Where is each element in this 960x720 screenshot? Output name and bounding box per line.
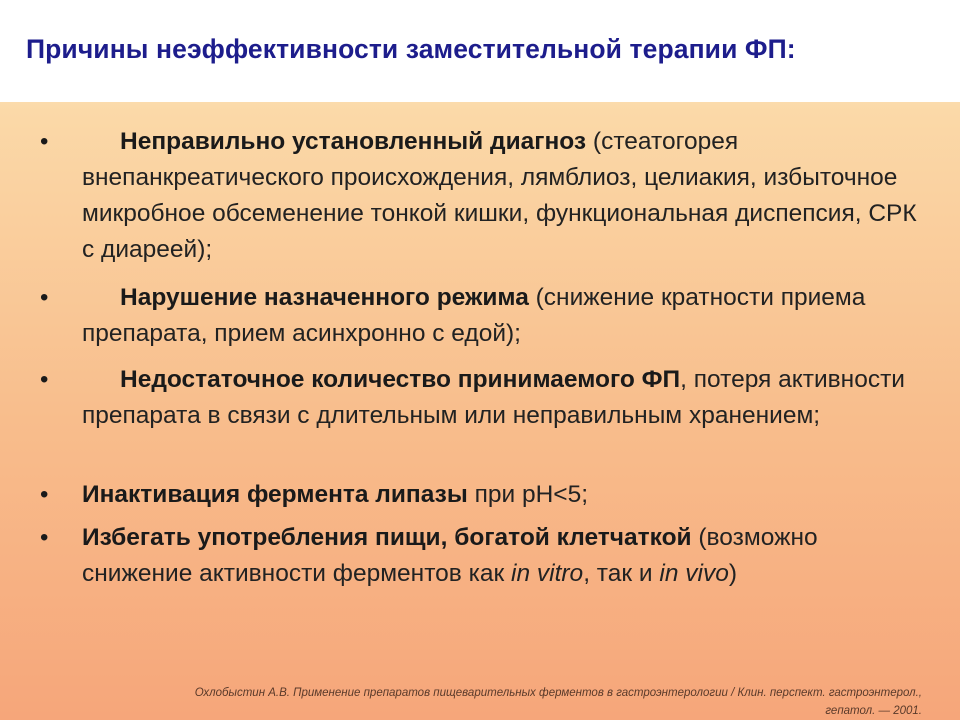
bullet-bold-text: Нарушение назначенного режима xyxy=(120,284,529,311)
bullet-marker: • xyxy=(40,524,49,551)
bullet-bold-text: Недостаточное количество принимаемого ФП xyxy=(120,366,681,393)
bullet-text xyxy=(82,280,922,352)
citation-line: Охлобыстин А.В. Применение препаратов пищеварительных ферментов в гастроэнтерологии / Клин. перспект. гастроэнтерол., xyxy=(194,687,922,699)
bullet-bold-text: Неправильно установленный диагноз xyxy=(120,128,587,155)
bullet-text xyxy=(82,477,922,513)
slide-title: Причины неэффективности заместительной терапии ФП: xyxy=(26,34,796,64)
bullet-marker: • xyxy=(40,366,49,393)
bullet-plain-text: (снижение кратности приема препарата, прием асинхронно с едой); xyxy=(82,284,866,347)
bullet-italic-text: in vitro xyxy=(511,560,584,587)
bullet-text xyxy=(82,124,922,268)
citation-line: гепатол. — 2001. xyxy=(825,705,922,717)
bullet-italic-text: in vivo xyxy=(659,560,729,587)
bullet-text xyxy=(82,362,922,434)
bullet-plain-text: (стеатогорея внепанкреатического происхождения, лямблиоз, целиакия, избыточное микробное обсеменение тонкой кишки, функциональная диспепсия, СРК с диареей); xyxy=(82,128,917,263)
citation xyxy=(102,684,922,720)
bullet-bold-text: Избегать употребления пищи, богатой клетчаткой xyxy=(82,524,692,551)
bullet-marker: • xyxy=(40,128,49,155)
bullet-plain-text: при pH<5; xyxy=(467,481,589,508)
bullet-plain-text: ) xyxy=(728,560,738,587)
bullet-plain-text: (возможно снижение активности ферментов как xyxy=(82,524,818,587)
bullet-text xyxy=(82,520,922,592)
bullet-plain-text: , потеря активности препарата в связи с длительным или неправильным хранением; xyxy=(82,366,905,429)
bullet-plain-text: , так и xyxy=(583,560,660,587)
bullet-marker: • xyxy=(40,284,49,311)
bullet-bold-text: Инактивация фермента липазы xyxy=(82,481,468,508)
bullet-marker: • xyxy=(40,481,49,508)
